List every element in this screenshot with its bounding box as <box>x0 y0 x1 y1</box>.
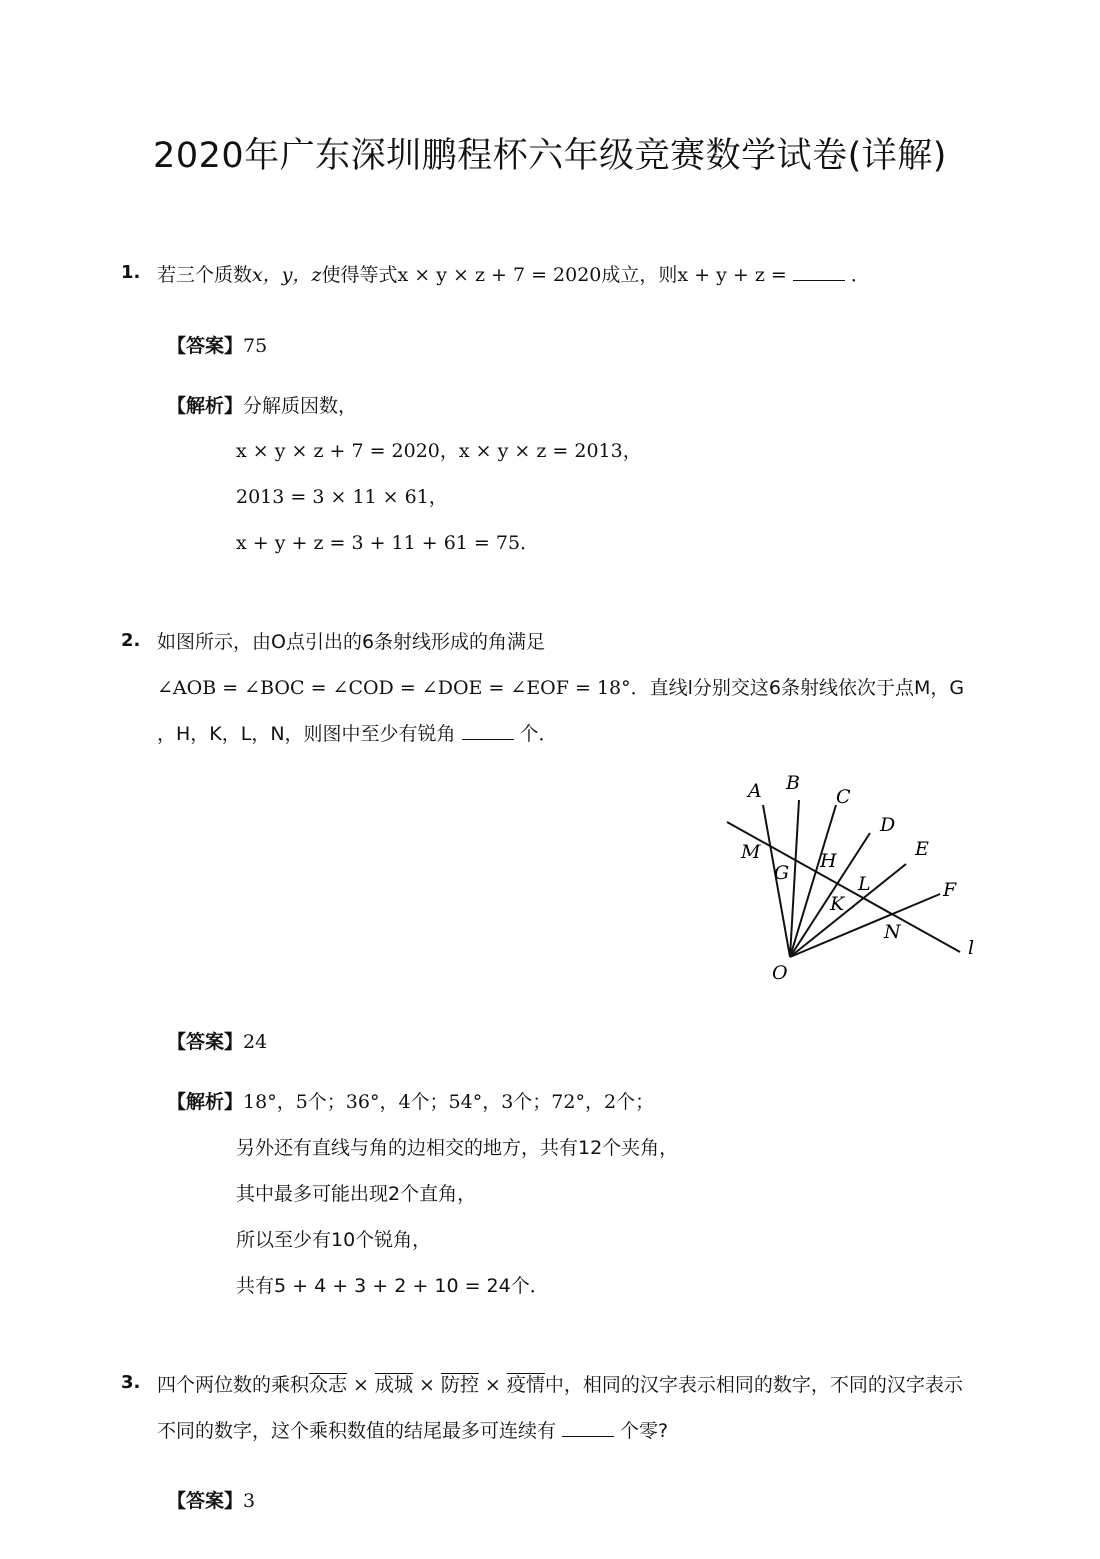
question-3-line-2: 不同的数字，这个乘积数值的结尾最多可连续有 个零? <box>157 1420 669 1442</box>
label-k: K <box>830 893 845 915</box>
answer-tag: 【答案】 <box>167 1490 244 1512</box>
analysis-tag: 【解析】 <box>167 1091 244 1113</box>
question-1-number: 1. <box>121 262 141 283</box>
analysis-step: 另外还有直线与角的边相交的地方，共有12个夹角， <box>236 1137 679 1159</box>
angle-equation: ∠AOB = ∠BOC = ∠COD = ∠DOE = ∠EOF = 18° <box>157 677 631 699</box>
question-1-answer <box>167 331 267 358</box>
question-1-vars: x，y，z <box>252 264 322 286</box>
label-b: B <box>786 772 800 794</box>
overlined-word: 疫情 <box>506 1374 545 1396</box>
analysis-step: 共有5 + 4 + 3 + 2 + 10 = 24个． <box>236 1275 549 1297</box>
label-e: E <box>915 838 929 860</box>
question-2-line-1: 如图所示，由O点引出的6条射线形成的角满足 <box>157 631 546 653</box>
label-n: N <box>884 921 901 943</box>
answer-tag: 【答案】 <box>167 335 244 357</box>
label-c: C <box>836 786 851 808</box>
question-2-line-2: ∠AOB = ∠BOC = ∠COD = ∠DOE = ∠EOF = 18°．直线l分别交这6条射线依次于点M，G <box>157 677 965 699</box>
label-f: F <box>943 879 957 901</box>
label-m: M <box>741 841 761 863</box>
label-g: G <box>774 862 790 884</box>
ray-oe <box>790 864 906 957</box>
page-title: 2020年广东深圳鹏程杯六年级竞赛数学试卷(详解) <box>153 136 947 176</box>
question-2-analysis: 【解析】18°，5个；36°，4个；54°，3个；72°，2个； <box>167 1091 655 1113</box>
question-3-line-1: 四个两位数的乘积众志 × 成城 × 防控 × 疫情中，相同的汉字表示相同的数字，不同的汉字表示 <box>157 1374 963 1396</box>
overlined-word: 防控 <box>440 1374 479 1396</box>
label-a: A <box>748 780 762 802</box>
question-3-answer <box>167 1486 255 1513</box>
question-2-number: 2. <box>121 630 141 651</box>
overlined-word: 众志 <box>309 1374 348 1396</box>
answer-blank <box>793 280 845 281</box>
label-l-point: L <box>858 873 871 895</box>
answer-value: 24 <box>243 1031 268 1053</box>
overlined-word: 成城 <box>374 1374 413 1396</box>
analysis-tag: 【解析】 <box>167 395 244 417</box>
analysis-step: x × y × z + 7 = 2020，x × y × z = 2013， <box>236 440 642 462</box>
answer-value: 3 <box>243 1490 256 1512</box>
rays-figure <box>710 765 1000 990</box>
question-2-line-3: ，H，K，L，N，则图中至少有锐角 个． <box>157 723 558 745</box>
answer-blank <box>462 739 514 740</box>
question-2-answer <box>167 1027 267 1054</box>
analysis-step: 2013 = 3 × 11 × 61， <box>236 486 448 508</box>
question-1-text: 若三个质数x，y，z使得等式x × y × z + 7 = 2020成立，则x + y + z = ． <box>157 264 870 286</box>
analysis-step: 其中最多可能出现2个直角， <box>236 1183 477 1205</box>
answer-tag: 【答案】 <box>167 1031 244 1053</box>
ray-of <box>790 894 940 957</box>
question-1-equation: x × y × z + 7 = 2020 <box>397 264 602 286</box>
label-line-l: l <box>968 937 975 959</box>
question-1-ask: x + y + z = <box>677 264 787 286</box>
question-3-number: 3. <box>121 1372 141 1393</box>
analysis-step: 所以至少有10个锐角， <box>236 1229 432 1251</box>
answer-blank <box>562 1436 614 1437</box>
label-h: H <box>820 850 837 872</box>
label-o: O <box>772 962 788 984</box>
analysis-step: x + y + z = 3 + 11 + 61 = 75． <box>236 532 540 554</box>
answer-value: 75 <box>243 335 268 357</box>
question-1-analysis: 【解析】分解质因数， <box>167 395 358 417</box>
label-d: D <box>880 814 896 836</box>
